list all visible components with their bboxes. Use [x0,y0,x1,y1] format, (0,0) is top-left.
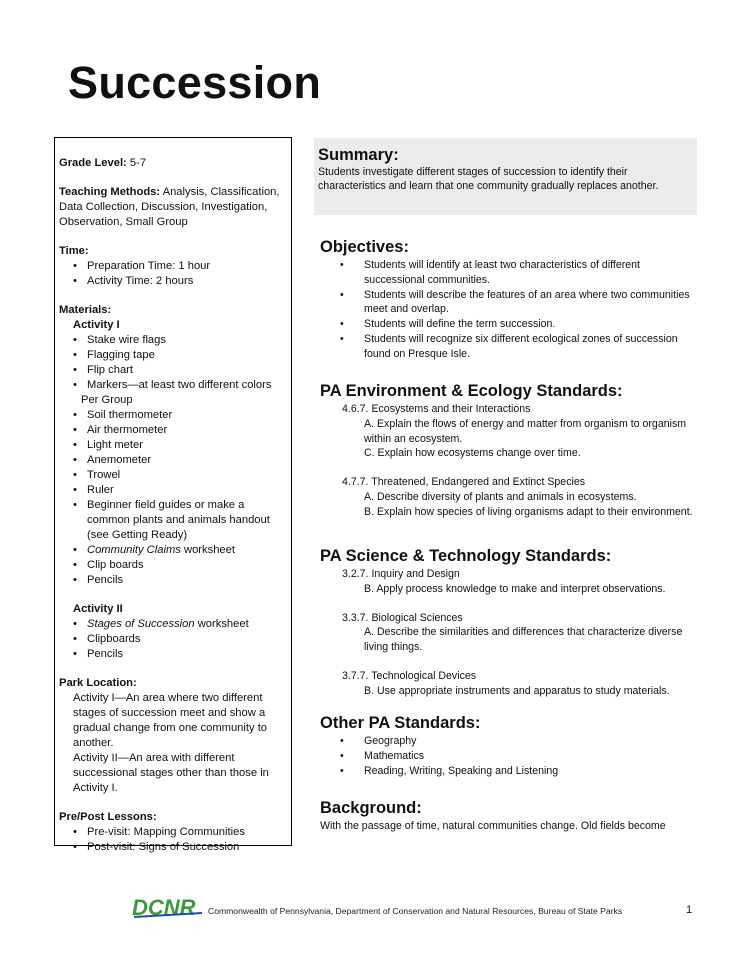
worksheet-title: Community Claims [87,544,181,556]
page-number: 1 [686,904,693,916]
list-item: • Beginner field guides or make a common plants and animals handout (see Getting Ready) [73,498,285,543]
activity-2-label: Activity II [73,603,123,615]
per-group-list [59,408,285,588]
list-item: • Trowel [73,468,285,483]
summary-box [314,138,697,215]
activity-2-list [59,617,285,662]
standard-title: 3.2.7. Inquiry and Design [342,568,460,580]
park-location-activity-2: Activity II—An area with different successional stages other than those in Activity I. [73,752,269,794]
teaching-methods-value: Analysis, Classification, Data Collection, Discussion, Investigation, Observation, Small Group [59,186,280,228]
list-item: • Stake wire flags [73,333,285,348]
objectives-list [320,258,700,362]
grade-level [59,156,285,171]
lessons-section [59,810,285,855]
lessons-list [59,825,285,855]
lessons-label: Pre/Post Lessons: [59,811,157,823]
objectives-section [320,237,700,362]
list-item: • Flagging tape [73,348,285,363]
list-item: • Students will describe the features of an area where two communities meet and overlap. [320,288,700,318]
grade-level-value: 5-7 [129,157,147,169]
sci-standards-heading: PA Science & Technology Standards: [320,547,612,565]
worksheet-suffix: worksheet [194,618,249,630]
park-location-activity-1: Activity I—An area where two different stages of succession meet and show a gradual change from one community to another. [73,692,268,749]
list-item: • Students will identify at least two characteristics of different successional communities. [320,258,700,288]
footer [132,895,702,925]
activity-1-list [59,333,285,393]
activity-1-label: Activity I [73,319,120,331]
worksheet-title: Stages of Succession [87,618,195,630]
materials-label: Materials: [59,304,112,316]
list-item: • Ruler [73,483,285,498]
grade-level-label: Grade Level: [59,157,127,169]
list-item: • Students will define the term succession. [320,317,700,332]
env-standards-section [320,381,700,520]
list-item [73,617,285,632]
list-item: • Soil thermometer [73,408,285,423]
list-item [73,543,285,558]
teaching-methods-label: Teaching Methods: [59,186,161,198]
dcnr-logo [132,895,206,919]
list-item: • Anemometer [73,453,285,468]
standard-item: A. Describe the similarities and differences that characterize diverse living things. [364,626,683,654]
standard-item: A. Describe diversity of plants and animals in ecosystems. [364,490,637,503]
standard-title: 4.6.7. Ecosystems and their Interactions [342,403,531,415]
standard-item: B. Use appropriate instruments and apparatus to study materials. [364,684,670,697]
lesson-details-sidebar [54,137,292,853]
list-item: • Preparation Time: 1 hour [73,259,285,274]
list-item: • Activity Time: 2 hours [73,274,285,289]
env-standards-heading: PA Environment & Ecology Standards: [320,382,623,400]
list-item: • Reading, Writing, Speaking and Listening [320,764,700,779]
park-location-label: Park Location: [59,677,137,689]
list-item: • Clip boards [73,558,285,573]
background-heading: Background: [320,799,422,817]
teaching-methods [59,185,285,230]
list-item: • Markers—at least two different colors [73,378,285,393]
standard-item: C. Explain how ecosystems change over time. [364,447,581,460]
list-item: • Pencils [73,573,285,588]
standard-title: 3.3.7. Biological Sciences [342,611,463,624]
time-label: Time: [59,245,89,257]
logo-text: DCNR [132,895,196,919]
list-item: • Air thermometer [73,423,285,438]
footer-text: Commonwealth of Pennsylvania, Department of Conservation and Natural Resources, Bureau of State Parks [208,906,623,916]
list-item: • Post-visit: Signs of Succession [73,840,285,855]
background-section [320,798,700,834]
list-item: • Light meter [73,438,285,453]
list-item: • Pre-visit: Mapping Communities [73,825,285,840]
sci-standards-section [320,546,700,699]
list-item: • Geography [320,734,700,749]
list-item: • Clipboards [73,632,285,647]
other-standards-heading: Other PA Standards: [320,714,481,732]
time-list [59,259,285,289]
other-standards-list [320,734,700,778]
time-section [59,244,285,289]
summary-text: Students investigate different stages of succession to identify their characteristics and learn that one community gradually replaces another. [318,166,659,192]
page-title: Succession [68,57,322,108]
list-item: • Students will recognize six different ecological zones of succession found on Presque Isle. [320,332,700,362]
standard-block [320,402,700,520]
other-standards-section [320,713,700,778]
background-text: With the passage of time, natural communities change. Old fields become [320,820,666,832]
standard-item: B. Explain how species of living organisms adapt to their environment. [364,505,693,518]
list-item: • Pencils [73,647,285,662]
worksheet-suffix: worksheet [180,544,235,556]
list-item: • Mathematics [320,749,700,764]
standard-block [320,567,700,699]
summary-heading: Summary: [318,146,399,164]
standard-item: B. Apply process knowledge to make and interpret observations. [364,582,666,595]
standard-title: 4.7.7. Threatened, Endangered and Extinct Species [342,476,586,489]
objectives-heading: Objectives: [320,238,409,256]
materials-section [59,303,285,662]
park-location-section [59,676,285,796]
standard-item: A. Explain the flows of energy and matter from organism to organism within an ecosystem. [364,417,687,445]
list-item: • Flip chart [73,363,285,378]
standard-title: 3.7.7. Technological Devices [342,669,477,682]
per-group-label: Per Group [81,394,133,406]
